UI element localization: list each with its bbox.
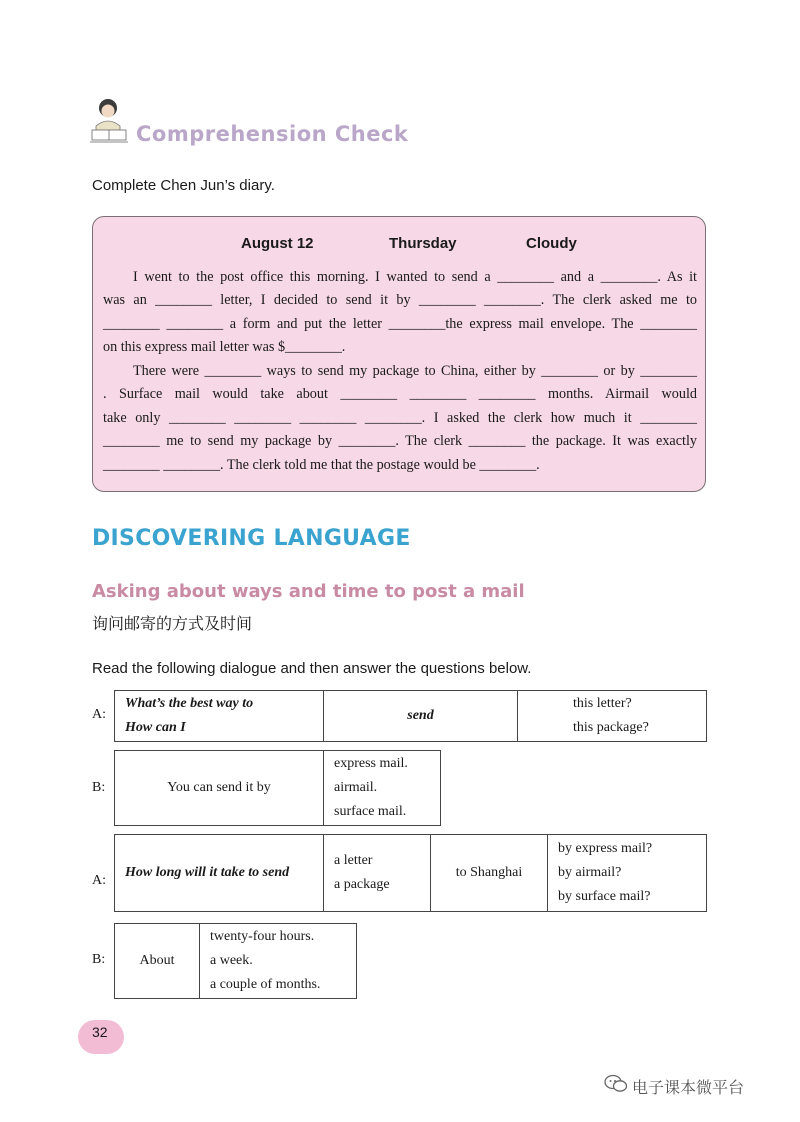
method-option: express mail. xyxy=(334,756,408,771)
speaker-label: A: xyxy=(92,873,106,888)
duration-option: a couple of months. xyxy=(210,977,321,992)
subsection-chinese-title: 询问邮寄的方式及时间 xyxy=(92,614,253,633)
method-question: by express mail? xyxy=(558,841,653,856)
dialogue-table-b2 xyxy=(114,923,357,999)
item-option: a package xyxy=(334,877,390,892)
method-question: by airmail? xyxy=(558,865,622,880)
comprehension-check-title: Comprehension Check xyxy=(136,122,409,146)
object-option: this package? xyxy=(573,720,649,735)
object-cell xyxy=(518,691,707,742)
diary-line: I went to the post office this morning. I wanted to send a ________ and a ________. As it xyxy=(133,269,697,285)
duration-option: twenty-four hours. xyxy=(210,929,315,944)
duration-option: a week. xyxy=(210,953,253,968)
item-option: a letter xyxy=(334,853,373,868)
method-question-cell xyxy=(548,835,707,912)
method-question: by surface mail? xyxy=(558,889,651,904)
dialogue-table-a2 xyxy=(114,834,707,912)
reading-person-icon xyxy=(88,96,130,146)
about-cell: About xyxy=(115,924,200,999)
item-cell xyxy=(324,835,431,912)
speaker-label: B: xyxy=(92,780,106,795)
duration-options-cell xyxy=(200,924,357,999)
diary-line: was an ________ letter, I decided to send it by ________ ________. The clerk asked me to xyxy=(103,292,697,308)
diary-line: ________ ________ a form and put the letter ________the express mail envelope. The ________ xyxy=(103,316,697,332)
diary-line: There were ________ ways to send my package to China, either by ________ or by ________ xyxy=(133,363,697,379)
method-option: surface mail. xyxy=(334,804,407,819)
dialogue-table-a1 xyxy=(114,690,707,742)
diary-line: on this express mail letter was $________. xyxy=(103,339,346,355)
diary-line: ________ ________. The clerk told me that the postage would be ________. xyxy=(103,457,540,473)
diary-line: take only ________ ________ ________ ________. I asked the clerk how much it ________ xyxy=(103,410,697,426)
diary-day: Thursday xyxy=(389,235,457,252)
destination-cell: to Shanghai xyxy=(431,835,548,912)
answer-lead-cell: You can send it by xyxy=(115,751,324,826)
method-option: airmail. xyxy=(334,780,378,795)
diary-box xyxy=(92,216,706,492)
verb-cell: send xyxy=(324,691,518,742)
watermark-text: 电子课本微平台 xyxy=(632,1078,745,1097)
object-option: this letter? xyxy=(573,696,632,711)
diary-instruction: Complete Chen Jun’s diary. xyxy=(92,177,275,194)
diary-line: . Surface mail would take about ________ ________ ________ months. Airmail would xyxy=(103,386,697,402)
question-lead-cell: How long will it take to send xyxy=(115,835,324,912)
wechat-icon xyxy=(604,1074,628,1094)
method-options-cell xyxy=(324,751,441,826)
speaker-label: A: xyxy=(92,707,106,722)
diary-date: August 12 xyxy=(241,235,314,252)
question-cell xyxy=(115,691,324,742)
page-number: 32 xyxy=(92,1024,108,1040)
dialogue-instruction: Read the following dialogue and then answer the questions below. xyxy=(92,660,532,677)
question-phrase: What’s the best way to xyxy=(125,696,254,711)
question-phrase: How can I xyxy=(125,720,186,735)
discovering-language-heading: DISCOVERING LANGUAGE xyxy=(92,526,411,551)
diary-line: ________ me to send my package by ________. The clerk ________ the package. It was exactly xyxy=(103,433,697,449)
speaker-label: B: xyxy=(92,952,106,967)
subsection-title: Asking about ways and time to post a mail xyxy=(92,581,525,602)
diary-weather: Cloudy xyxy=(526,235,577,252)
dialogue-table-b1 xyxy=(114,750,441,826)
